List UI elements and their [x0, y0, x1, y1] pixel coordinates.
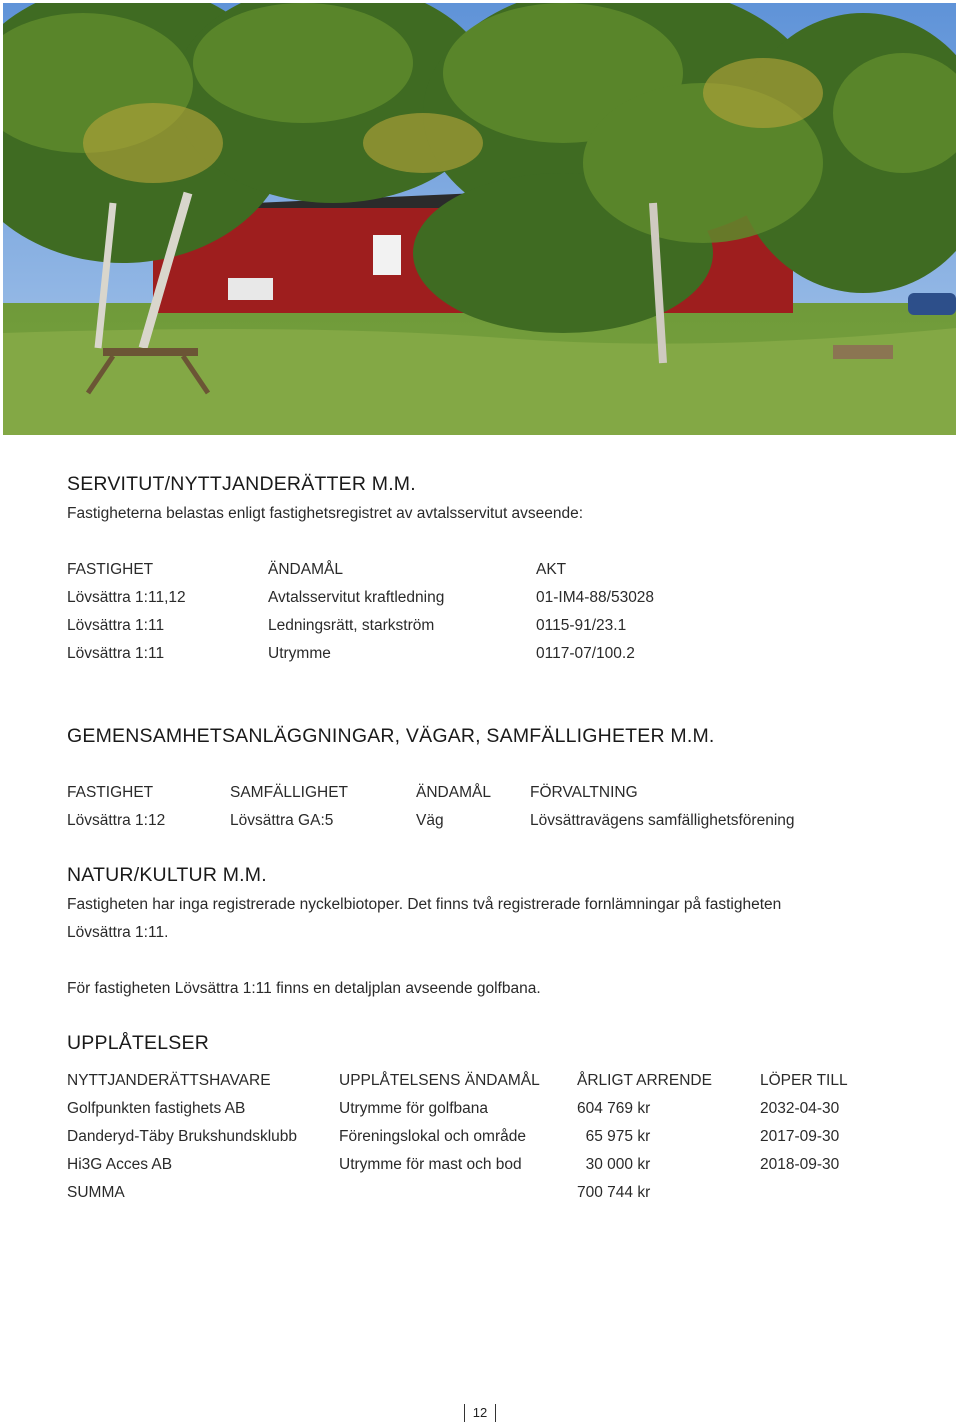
natur-text-line1: Fastigheten har inga registrerade nyckelbiotoper. Det finns två registrerade fornlämningar på fastigheten [67, 896, 782, 913]
cell-andamal: Väg [416, 812, 444, 829]
house-photo-drawing [3, 3, 956, 435]
servitut-title: SERVITUT/NYTTJANDERÄTTER M.M. [67, 473, 416, 495]
header-loper-till: LÖPER TILL [760, 1072, 848, 1089]
header-fastighet: FASTIGHET [67, 561, 154, 578]
cell-forvaltning: Lövsättravägens samfällighetsförening [530, 812, 795, 829]
cell-loper-till: 2017-09-30 [760, 1128, 840, 1145]
summa-value: 700 744 kr [577, 1184, 651, 1201]
house-photo [3, 3, 956, 435]
header-akt: AKT [536, 561, 567, 578]
table-row [67, 1095, 927, 1123]
cell-akt: 01-IM4-88/53028 [536, 589, 655, 606]
cell-arrende: 604 769 kr [577, 1100, 651, 1117]
gemensamhet-title: GEMENSAMHETSANLÄGGNINGAR, VÄGAR, SAMFÄLLIGHETER M.M. [67, 725, 715, 747]
cell-andamal: Avtalsservitut kraftledning [268, 589, 445, 606]
upplatelser-title: UPPLÅTELSER [67, 1032, 210, 1054]
table-row [67, 640, 927, 668]
cell-andamal: Utrymme för golfbana [339, 1100, 489, 1117]
summa-row [67, 1179, 927, 1207]
cell-andamal: Föreningslokal och område [339, 1128, 526, 1145]
cell-fastighet: Lövsättra 1:11 [67, 617, 165, 634]
table-row [67, 807, 927, 835]
cell-andamal: Ledningsrätt, starkström [268, 617, 435, 634]
header-samfallighet: SAMFÄLLIGHET [230, 784, 348, 801]
table-row [67, 612, 927, 640]
natur-text-line3: För fastigheten Lövsättra 1:11 finns en detaljplan avseende golfbana. [67, 980, 541, 997]
header-andamal: ÄNDAMÅL [268, 561, 343, 578]
table-row [67, 584, 927, 612]
natur-text-line2: Lövsättra 1:11. [67, 924, 169, 941]
header-fastighet: FASTIGHET [67, 784, 154, 801]
upplatelser-header-row [67, 1067, 927, 1095]
cell-akt: 0117-07/100.2 [536, 645, 635, 662]
natur-title: NATUR/KULTUR M.M. [67, 864, 267, 886]
cell-fastighet: Lövsättra 1:12 [67, 812, 166, 829]
table-row [67, 1151, 927, 1179]
cell-loper-till: 2018-09-30 [760, 1156, 840, 1173]
servitut-header-row [67, 556, 927, 584]
servitut-intro: Fastigheterna belastas enligt fastighetsregistret av avtalsservitut avseende: [67, 505, 584, 522]
header-arrende: ÅRLIGT ARRENDE [577, 1072, 712, 1089]
header-forvaltning: FÖRVALTNING [530, 784, 638, 801]
header-andamal: ÄNDAMÅL [416, 784, 491, 801]
summa-label: SUMMA [67, 1184, 125, 1201]
table-row [67, 1123, 927, 1151]
cell-akt: 0115-91/23.1 [536, 617, 627, 634]
cell-arrende: 65 975 kr [577, 1128, 651, 1145]
cell-loper-till: 2032-04-30 [760, 1100, 840, 1117]
cell-havare: Golfpunkten fastighets AB [67, 1100, 246, 1117]
header-nyttjanderattshavare: NYTTJANDERÄTTSHAVARE [67, 1072, 271, 1089]
header-andamal: UPPLÅTELSENS ÄNDAMÅL [339, 1072, 540, 1089]
gemensamhet-header-row [67, 779, 927, 807]
cell-fastighet: Lövsättra 1:11,12 [67, 589, 186, 606]
cell-havare: Hi3G Acces AB [67, 1156, 173, 1173]
cell-fastighet: Lövsättra 1:11 [67, 645, 165, 662]
cell-havare: Danderyd-Täby Brukshundsklubb [67, 1128, 298, 1145]
cell-andamal: Utrymme [268, 645, 331, 662]
cell-arrende: 30 000 kr [577, 1156, 651, 1173]
cell-andamal: Utrymme för mast och bod [339, 1156, 522, 1173]
cell-samfallighet: Lövsättra GA:5 [230, 812, 334, 829]
page-number: 12 [464, 1404, 496, 1422]
